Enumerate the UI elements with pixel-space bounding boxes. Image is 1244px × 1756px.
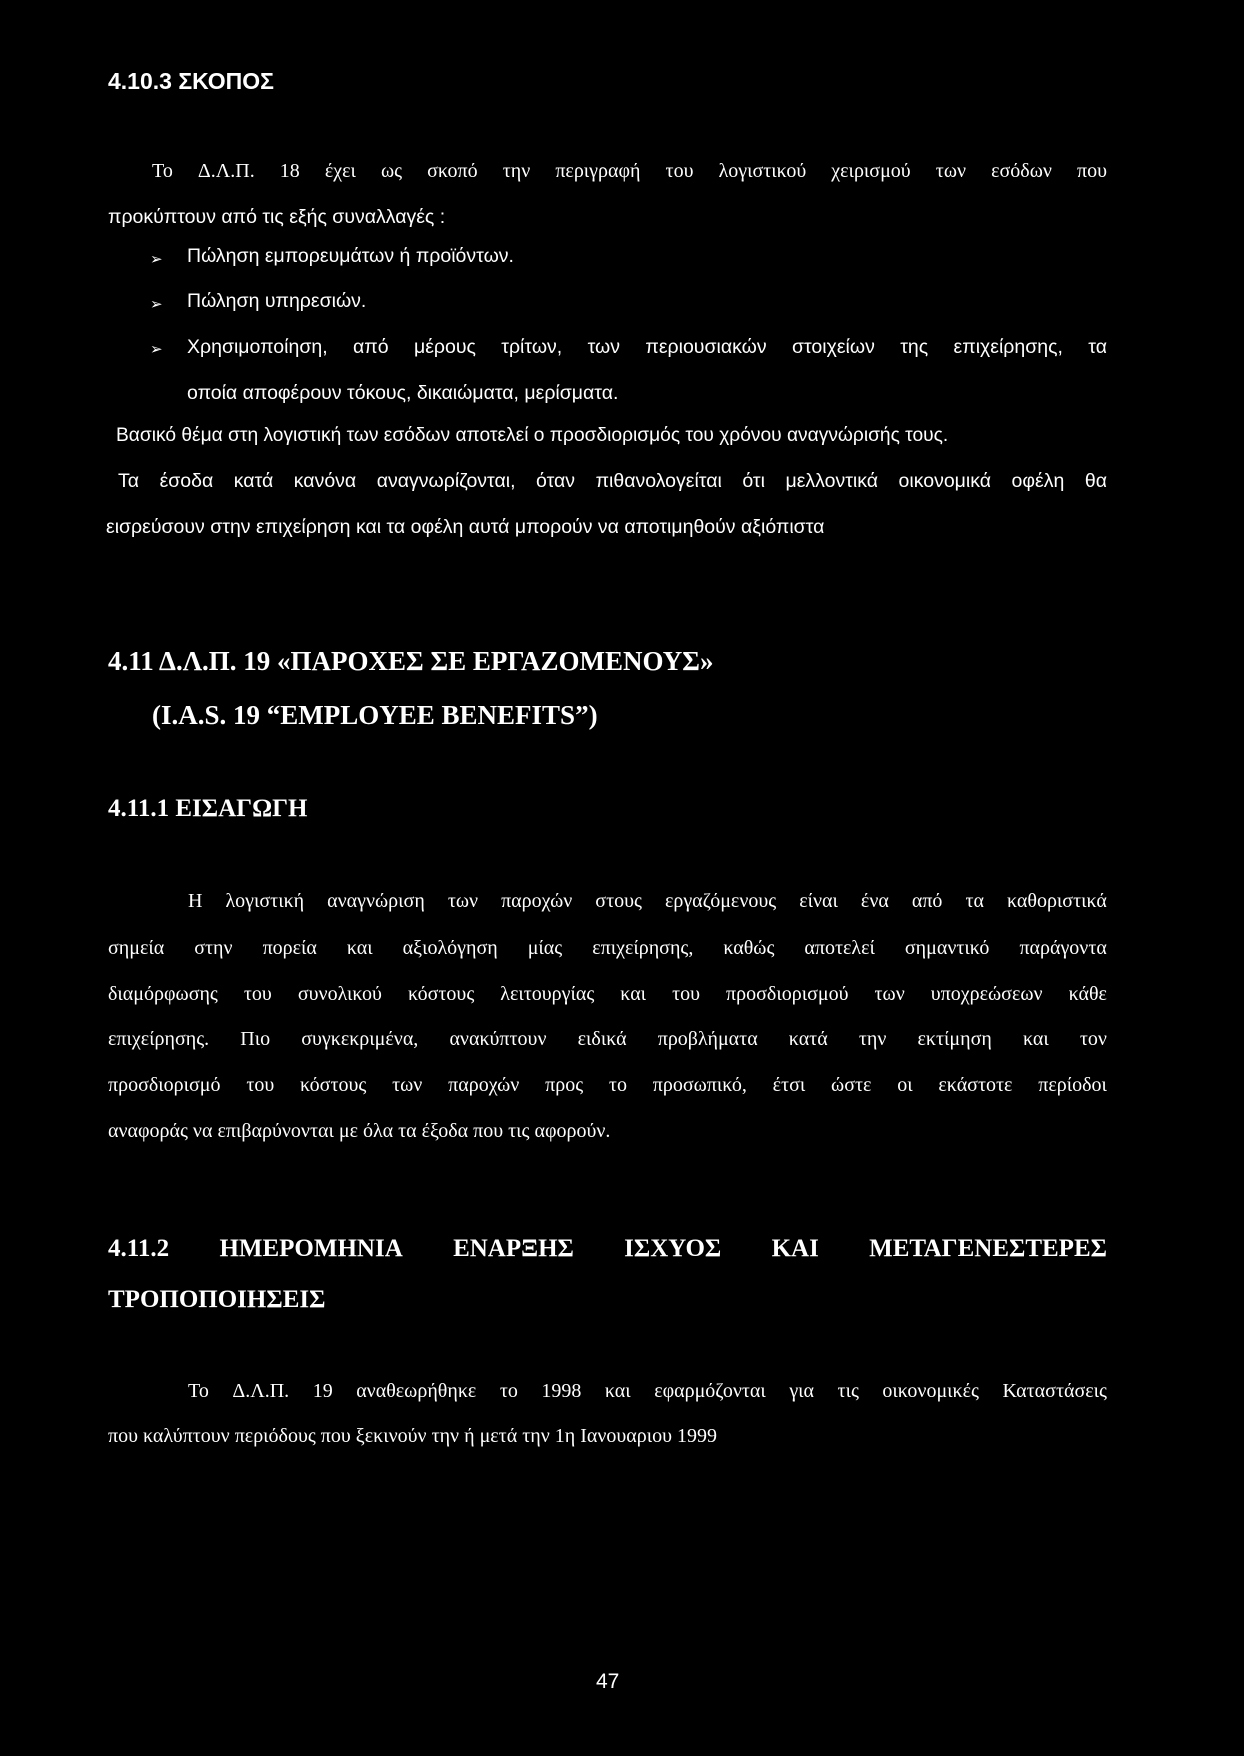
word: συγκεκριμένα, bbox=[301, 1028, 419, 1050]
word: κόστους bbox=[300, 1074, 367, 1096]
word: το bbox=[499, 1380, 518, 1402]
word: των bbox=[874, 983, 905, 1005]
word: τις bbox=[837, 1380, 859, 1402]
word: Η bbox=[188, 890, 203, 912]
word: εκτίμηση bbox=[917, 1028, 992, 1050]
word: προς bbox=[545, 1074, 584, 1096]
word: των bbox=[935, 160, 967, 182]
word: του bbox=[246, 1074, 275, 1096]
word: Χρησιμοποίηση, bbox=[187, 336, 328, 358]
word: εσόδων bbox=[991, 160, 1052, 182]
word: έσοδα bbox=[159, 470, 214, 492]
word: επιχείρησης, bbox=[953, 336, 1063, 358]
word: του bbox=[243, 983, 272, 1005]
section-heading-4-11-2-line-2: ΤΡΟΠΟΠΟΙΗΣΕΙΣ bbox=[108, 1286, 326, 1313]
word: Το bbox=[188, 1380, 209, 1402]
word: σημαντικό bbox=[904, 937, 990, 959]
word: συνολικού bbox=[297, 983, 382, 1005]
word: λειτουργίας bbox=[500, 983, 595, 1005]
bullet-arrow-icon: ➢ bbox=[150, 295, 163, 313]
bullet-item: Πώληση εμπορευμάτων ή προϊόντων. bbox=[187, 245, 514, 267]
word: χειρισμού bbox=[831, 160, 911, 182]
word: αναγνωρίζονται, bbox=[376, 470, 516, 492]
bullet-item-line-1 bbox=[187, 336, 1107, 359]
word: κάθε bbox=[1068, 983, 1107, 1005]
word: θα bbox=[1084, 470, 1107, 492]
body-line bbox=[188, 1380, 1107, 1403]
word: ΙΣΧΥΟΣ bbox=[624, 1235, 722, 1262]
word: οικονομικά bbox=[898, 470, 992, 492]
word: αναθεωρήθηκε bbox=[356, 1380, 477, 1402]
word: στους bbox=[595, 890, 642, 912]
word: την bbox=[858, 1028, 887, 1050]
section-heading-4-11-1: 4.11.1 ΕΙΣΑΓΩΓΗ bbox=[108, 795, 308, 822]
word: επιχείρησης, bbox=[592, 937, 694, 959]
word: κατά bbox=[233, 470, 274, 492]
word: 4.11.2 bbox=[108, 1235, 170, 1262]
word: αξιολόγηση bbox=[402, 937, 498, 959]
word: ανακύπτουν bbox=[449, 1028, 547, 1050]
section-title-4-11: 4.11 Δ.Λ.Π. 19 «ΠΑΡΟΧΕΣ ΣΕ ΕΡΓΑΖΟΜΕΝΟΥΣ» bbox=[108, 646, 714, 676]
body-line-last: που καλύπτουν περιόδους που ξεκινούν την ή μετά την 1η Ιανουαριου 1999 bbox=[108, 1425, 718, 1447]
word: σκοπό bbox=[427, 160, 478, 182]
page-number: 47 bbox=[596, 1670, 620, 1693]
section-subtitle-ias-19: (I.A.S. 19 “EMPLOYEE BENEFITS”) bbox=[152, 700, 598, 730]
word: του bbox=[665, 160, 694, 182]
word: περίοδοι bbox=[1038, 1074, 1107, 1096]
paragraph: Βασικό θέμα στη λογιστική των εσόδων αποτελεί ο προσδιορισμός του χρόνου αναγνώρισής τους. bbox=[116, 425, 949, 446]
body-line bbox=[108, 983, 1107, 1006]
word: που bbox=[1076, 160, 1107, 182]
word: παράγοντα bbox=[1019, 937, 1107, 959]
word: ΕΝΑΡΞΗΣ bbox=[453, 1235, 574, 1262]
word: προσωπικό, bbox=[652, 1074, 747, 1096]
word: παροχών bbox=[501, 890, 573, 912]
word: αποτελεί bbox=[804, 937, 875, 959]
word: προσδιορισμό bbox=[108, 1074, 221, 1096]
word: προσδιορισμού bbox=[726, 983, 849, 1005]
word: ΚΑΙ bbox=[771, 1235, 819, 1262]
word: 1998 bbox=[541, 1380, 582, 1402]
word: όταν bbox=[536, 470, 576, 492]
word: 19 bbox=[312, 1380, 333, 1402]
word: έτσι bbox=[772, 1074, 806, 1096]
word: εφαρμόζονται bbox=[654, 1380, 766, 1402]
word: Τα bbox=[118, 470, 140, 492]
word: μελλοντικά bbox=[785, 470, 879, 492]
word: 18 bbox=[279, 160, 300, 182]
word: επιχείρησης. bbox=[108, 1028, 210, 1050]
word: είναι bbox=[799, 890, 838, 912]
word: οικονομικές bbox=[882, 1380, 979, 1402]
intro-line-1 bbox=[152, 160, 1107, 183]
body-line bbox=[108, 1028, 1107, 1051]
word: μίας bbox=[527, 937, 563, 959]
word: κόστους bbox=[407, 983, 475, 1005]
word: από bbox=[911, 890, 943, 912]
word: Καταστάσεις bbox=[1002, 1380, 1107, 1402]
word: και bbox=[1022, 1028, 1049, 1050]
body-line bbox=[108, 1074, 1107, 1097]
bullet-arrow-icon: ➢ bbox=[150, 250, 163, 268]
word: ως bbox=[380, 160, 403, 182]
word: πορεία bbox=[262, 937, 317, 959]
word: στοιχείων bbox=[791, 336, 875, 358]
word: πιθανολογείται bbox=[595, 470, 722, 492]
word: εκάστοτε bbox=[938, 1074, 1013, 1096]
word: των bbox=[587, 336, 620, 358]
word: και bbox=[346, 937, 373, 959]
word: ώστε bbox=[831, 1074, 872, 1096]
word: περιουσιακών bbox=[645, 336, 767, 358]
word: στην bbox=[194, 937, 233, 959]
word: σημεία bbox=[108, 937, 165, 959]
body-line bbox=[108, 937, 1107, 960]
word: προβλήματα bbox=[657, 1028, 758, 1050]
word: λογιστικού bbox=[718, 160, 807, 182]
paragraph-line-1 bbox=[118, 470, 1107, 493]
word: το bbox=[608, 1074, 627, 1096]
word: εργαζόμενους bbox=[664, 890, 777, 912]
word: και bbox=[620, 983, 647, 1005]
body-line-last: αναφοράς να επιβαρύνονται με όλα τα έξοδα που τις αφορούν. bbox=[108, 1120, 611, 1142]
word: περιγραφή bbox=[555, 160, 641, 182]
word: κανόνα bbox=[293, 470, 357, 492]
word: και bbox=[604, 1380, 631, 1402]
word: καθοριστικά bbox=[1006, 890, 1107, 912]
word: τα bbox=[965, 890, 984, 912]
bullet-item: Πώληση υπηρεσιών. bbox=[187, 290, 367, 312]
word: οι bbox=[897, 1074, 913, 1096]
word: από bbox=[353, 336, 389, 358]
word: ότι bbox=[742, 470, 765, 492]
body-line bbox=[188, 890, 1107, 913]
word: ειδικά bbox=[577, 1028, 627, 1050]
word: των bbox=[392, 1074, 423, 1096]
word: μέρους bbox=[413, 336, 476, 358]
word: Το bbox=[152, 160, 173, 182]
section-heading-4-10-3: 4.10.3 ΣΚΟΠΟΣ bbox=[108, 68, 274, 94]
word: καθώς bbox=[723, 937, 775, 959]
word: για bbox=[789, 1380, 815, 1402]
word: Δ.Λ.Π. bbox=[232, 1380, 290, 1402]
word: τον bbox=[1079, 1028, 1107, 1050]
word: των bbox=[447, 890, 479, 912]
word: λογιστική bbox=[225, 890, 305, 912]
word: ΗΜΕΡΟΜΗΝΙΑ bbox=[219, 1235, 403, 1262]
word: Δ.Λ.Π. bbox=[197, 160, 255, 182]
word: ΜΕΤΑΓΕΝΕΣΤΕΡΕΣ bbox=[869, 1235, 1107, 1262]
word: αναγνώριση bbox=[327, 890, 425, 912]
bullet-arrow-icon: ➢ bbox=[150, 340, 163, 358]
section-heading-4-11-2 bbox=[108, 1235, 1107, 1263]
word: οφέλη bbox=[1011, 470, 1065, 492]
word: υποχρεώσεων bbox=[930, 983, 1043, 1005]
word: παροχών bbox=[448, 1074, 520, 1096]
word: ένα bbox=[860, 890, 889, 912]
word: την bbox=[502, 160, 531, 182]
bullet-item-line-2: οποία αποφέρουν τόκους, δικαιώματα, μερίσματα. bbox=[187, 382, 619, 404]
word: της bbox=[900, 336, 929, 358]
word: Πιο bbox=[240, 1028, 271, 1050]
word: τα bbox=[1088, 336, 1107, 358]
word: τρίτων, bbox=[501, 336, 563, 358]
intro-line-2: προκύπτουν από τις εξής συναλλαγές : bbox=[108, 206, 446, 228]
paragraph-line-2: εισρεύσουν στην επιχείρηση και τα οφέλη αυτά μπορούν να αποτιμηθούν αξιόπιστα bbox=[106, 516, 825, 538]
word: του bbox=[672, 983, 701, 1005]
word: κατά bbox=[788, 1028, 828, 1050]
word: έχει bbox=[324, 160, 356, 182]
word: διαμόρφωσης bbox=[108, 983, 218, 1005]
